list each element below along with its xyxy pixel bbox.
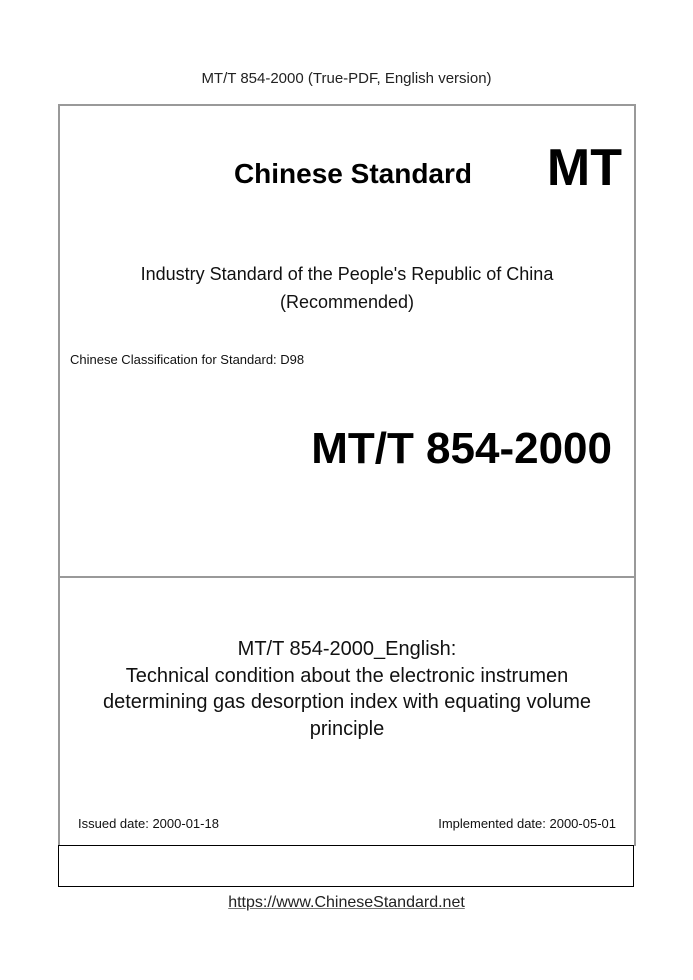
section-divider (60, 576, 634, 578)
implemented-date: Implemented date: 2000-05-01 (438, 816, 616, 831)
issued-date: Issued date: 2000-01-18 (78, 816, 219, 831)
website-link[interactable]: https://www.ChineseStandard.net (228, 894, 465, 911)
industry-line-1: Industry Standard of the People's Republic of China (140, 264, 554, 284)
document-header: MT/T 854-2000 (True-PDF, English version) (201, 70, 492, 87)
bottom-box (58, 845, 634, 887)
dates-row (78, 816, 616, 831)
classification: Chinese Classification for Standard: D98 (70, 352, 305, 367)
title-line-3: determining gas desorption index with equating volume (102, 691, 592, 713)
document-title (60, 636, 634, 742)
cover-top-section (60, 106, 634, 576)
title-line-4: principle (309, 717, 385, 740)
standard-label: Chinese Standard (233, 158, 472, 189)
standard-mark: MT (546, 139, 622, 197)
standard-code: MT/T 854-2000 (311, 424, 612, 473)
industry-statement (60, 260, 634, 316)
cover-frame (58, 104, 636, 846)
title-line-1: MT/T 854-2000_English: (237, 638, 457, 660)
industry-line-2: (Recommended) (279, 292, 415, 312)
footer (0, 894, 693, 912)
title-line-2: Technical condition about the electronic instrumen (125, 664, 569, 687)
